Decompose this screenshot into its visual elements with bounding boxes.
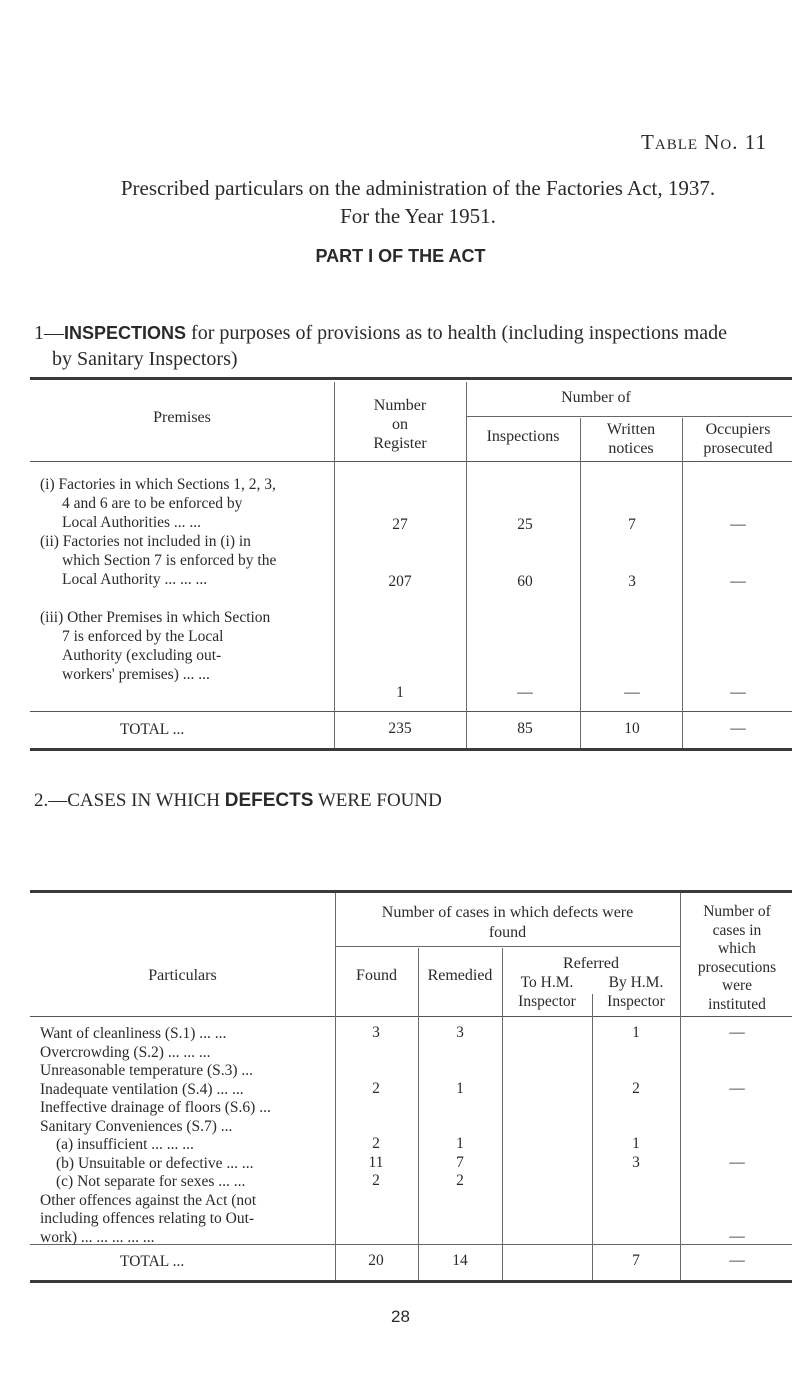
cell-prosecutions: — [729, 1153, 745, 1171]
table-row-label: (a) insufficient ... ... ... [56, 1136, 194, 1153]
header-by-hm-inspector: By H.M. Inspector [607, 974, 665, 1010]
cell-remedied: 7 [456, 1153, 464, 1171]
total-remedied: 14 [452, 1252, 468, 1269]
section-1-rest-line-2: by Sanitary Inspectors) [52, 348, 238, 370]
cell-by-hm: 3 [632, 1153, 640, 1171]
cell-found: 2 [372, 1135, 380, 1152]
page-number: 28 [391, 1307, 410, 1326]
header-found: Found [356, 967, 397, 984]
cell-by-hm: 2 [632, 1079, 640, 1097]
cell-found: 2 [372, 1172, 380, 1189]
header-prosecutions: Number of cases in which prosecutions were instituted [697, 903, 777, 1013]
cell-remedied: 2 [456, 1172, 464, 1189]
cell-by-hm: 1 [632, 1024, 640, 1041]
header-remedied: Remedied [427, 967, 493, 984]
total-prosecuted: — [730, 720, 746, 737]
cell-prosecutions: — [729, 1227, 745, 1245]
cell-inspections: 25 [517, 516, 533, 533]
total-inspections: 85 [517, 720, 533, 737]
section-1-rest: for purposes of provisions as to health (including inspections made [186, 322, 728, 344]
cell-prosecutions: — [729, 1079, 745, 1097]
table-row-label: Inadequate ventilation (S.4) ... ... [40, 1080, 244, 1098]
cell-prosecuted: — [730, 573, 746, 590]
table-row-label: Sanitary Conveniences (S.7) ... [40, 1117, 233, 1135]
header-referred: Referred [563, 955, 619, 972]
header-inspections: Inspections [486, 428, 560, 445]
title-line-1: Prescribed particulars on the administration of the Factories Act, 1937. [120, 176, 716, 200]
section-1-heading [34, 320, 794, 372]
table-row-label: Other offences against the Act (not [40, 1191, 257, 1209]
header-written-notices: Written notices [606, 421, 656, 457]
cell-notices: 3 [628, 573, 636, 590]
cell-inspections: 60 [517, 573, 533, 590]
cell-found: 2 [372, 1079, 380, 1097]
table-row-label: Overcrowding (S.2) ... ... ... [40, 1043, 211, 1061]
section-1-caps: INSPECTIONS [64, 323, 187, 343]
table-row-label: Ineffective drainage of floors (S.6) ... [40, 1099, 271, 1116]
title-line-2: For the Year 1951. [340, 204, 496, 228]
table-row: (ii) Factories not included in (i) in which Section 7 is enforced by the Local Authority ... ... ... [40, 533, 277, 588]
cell-remedied: 1 [456, 1135, 464, 1152]
total-register: 235 [388, 720, 412, 737]
header-occupiers-prosecuted: Occupiers prosecuted [703, 421, 773, 457]
header-number-of: Number of [561, 389, 631, 406]
table-row-label: Want of cleanliness (S.1) ... ... [40, 1025, 227, 1042]
header-to-hm-inspector: To H.M. Inspector [518, 974, 576, 1010]
table-number: Table No. 11 [641, 130, 767, 154]
cell-prosecuted: — [730, 516, 746, 533]
table-row-label: including offences relating to Out- [40, 1210, 255, 1227]
cell-found: 11 [368, 1153, 384, 1171]
total-label: TOTAL ... [120, 1253, 185, 1270]
header-number-on-register: Number on Register [373, 397, 427, 452]
section-2-heading: 2.—CASES IN WHICH DEFECTS WERE FOUND [34, 790, 442, 811]
cell-notices: — [624, 684, 640, 701]
cell-by-hm: 1 [632, 1135, 640, 1152]
cell-register: 207 [388, 573, 412, 590]
cell-remedied: 3 [456, 1024, 464, 1041]
total-notices: 10 [624, 720, 640, 737]
cell-register: 1 [396, 684, 404, 701]
table-row-label: Unreasonable temperature (S.3) ... [40, 1062, 254, 1079]
cell-prosecutions: — [729, 1024, 745, 1041]
part-title: PART I OF THE ACT [315, 246, 486, 266]
cell-notices: 7 [628, 516, 636, 533]
cell-register: 27 [392, 516, 408, 533]
total-label: TOTAL ... [120, 721, 185, 738]
document-title [38, 174, 798, 230]
cell-prosecuted: — [730, 684, 746, 701]
table-row: (iii) Other Premises in which Section 7 is enforced by the Local Authority (excluding out- workers' premises) ... ... [40, 609, 271, 683]
table-row-label: (b) Unsuitable or defective ... ... [56, 1154, 254, 1172]
cell-found: 3 [372, 1024, 380, 1041]
section-1-number: 1— [34, 322, 64, 344]
header-particulars: Particulars [148, 967, 217, 984]
cell-inspections: — [517, 684, 533, 701]
table-row-label: (c) Not separate for sexes ... ... [56, 1173, 246, 1190]
cell-remedied: 1 [456, 1079, 464, 1097]
table-row-label: work) ... ... ... ... ... [40, 1228, 155, 1246]
total-prosecutions: — [729, 1252, 745, 1269]
total-by-hm: 7 [632, 1252, 640, 1269]
header-premises: Premises [153, 409, 211, 426]
table-row: (i) Factories in which Sections 1, 2, 3, 4 and 6 are to be enforced by Local Authorities ... ... [40, 476, 276, 531]
total-found: 20 [368, 1252, 384, 1269]
header-number-of-cases: Number of cases in which defects were found [381, 904, 634, 941]
